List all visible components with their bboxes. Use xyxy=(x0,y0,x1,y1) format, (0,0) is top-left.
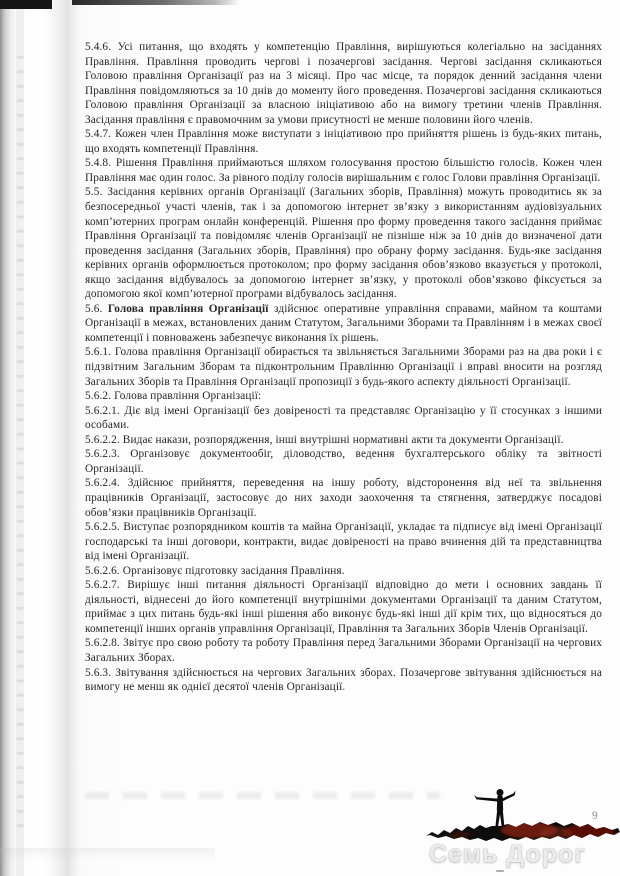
clause-number: 5.4.7. xyxy=(85,128,116,141)
clause-number: 5.6.2.4. xyxy=(85,477,128,490)
paragraph-5-6-2-8: 5.6.2.8. Звітує про свою роботу та роботу Правління перед Загальними Зборами Організації на чергових Загальних Зборах. xyxy=(85,637,602,664)
paragraph-5-4-6: 5.4.6. Усі питання, що входять у компетенцію Правління, вирішуються колегіально на засіданнях Правління. Правління проводить чергові і позачергові засідання. Чергові засідання скликаються Головою правління Організації раз на 3 місяці. Про час місце, та порядок денний засідання члени Правління повідомляються за 10 днів до моменту його проведення. Позачергові засідання скликаються Головою правління Організації за власною ініціативою або на вимогу третини членів Правління. Засідання правління є правомочним за умови присутності не менше половини його членів. xyxy=(85,41,602,126)
clause-number: 5.6. xyxy=(85,302,108,315)
paragraph-5-6-2-2: 5.6.2.2. Видає накази, розпорядження, інші внутрішні нормативні акти та документи Організації. xyxy=(85,433,564,446)
person-on-ridge-icon xyxy=(424,786,620,846)
clause-number: 5.6.2.3. xyxy=(85,448,131,461)
paragraph-5-6: 5.6. Голова правління Організації здійснює оперативне управління справами, майном та коштами Організації в межах, встановлених даним Статутом, Загальними Зборами та Правлінням і в межах своєї компетенції і повноважень забезпечує виконання їх рішень. xyxy=(85,302,602,344)
clause-number: 5.6.2.5. xyxy=(85,521,124,534)
clause-number: 5.6.2.8. xyxy=(85,637,124,650)
document-text xyxy=(85,40,602,695)
page-fold-shadow xyxy=(50,0,78,876)
page-number: 9 xyxy=(592,810,598,822)
watermark-logo xyxy=(424,786,620,876)
scan-top-dark-band xyxy=(0,0,52,9)
person-silhouette xyxy=(474,789,515,827)
paragraph-5-6-2-6: 5.6.2.6. Організовує підготовку засідання Правління. xyxy=(85,564,345,577)
paragraph-5-6-2-1: 5.6.2.1. Діє від імені Організації без довіреності та представляє Організацію у її стосунках з іншими особами. xyxy=(85,404,603,432)
paragraph-5-6-1: 5.6.1. Голова правління Організації обирається та звільняється Загальними Зборами раз на два роки і є підзвітним Загальним Зборам та підконтрольним Правлінню Організації і вправі вносити на розгляд Загальних Зборів та Правління Організації пропозиції з будь-якого аспекту діяльності Організації. xyxy=(85,346,602,388)
page-edge-ghost-marks xyxy=(17,48,24,828)
clause-number: 5.6.2.2. xyxy=(85,433,123,446)
clause-bold-title: Голова правління Організації xyxy=(107,302,275,315)
bleed-through-text-ghost xyxy=(85,792,440,799)
paragraph-5-6-2-5: 5.6.2.5. Виступає розпорядником коштів та майна Організації, укладає та підписує від імені Організації господарські та інші договори, контракти, видає довіреності на право вчинення дій та представництва від імені Організації. xyxy=(85,521,602,563)
clause-number: 5.6.2. xyxy=(85,390,115,403)
clause-number: 5.6.2.7. xyxy=(85,579,128,592)
page-left-edge xyxy=(0,0,16,876)
scan-bottom-smudge xyxy=(0,848,215,860)
paragraph-5-6-2-4: 5.6.2.4. Здійснює прийняття, переведення на іншу роботу, відсторонення від неї та звільнення працівників Організації, застосовує до них заходи заохочення та стягнення, затверджує посадові обов’язки працівників Організації. xyxy=(85,477,602,519)
paragraph-5-5: 5.5. Засідання керівних органів Організації (Загальних зборів, Правління) можуть проводитись як за безпосередньої участі членів, так і за допомогою інтернет зв’язку з використанням аудіовізуальних комп’ютерних програм онлайн конференцій. Рішення про форму проведення такого засідання приймає Правління Організації та повідомляє членів Організації не пізніше ніж за 10 днів до визначеної дати проведення засідання (Загальних зборів, Правління) про обрану форму засідання. Будь-яке засідання керівних органів оформлюється протоколом; про форму засідання обов’язково вказується у протоколі, якщо засідання відбувалось за допомогою інтернет зв’язку, у протоколі обов’язково фіксується за допомогою якої комп’ютерної програми відбувалось засідання. xyxy=(85,186,602,301)
paragraph-5-4-8: 5.4.8. Рішення Правління приймаються шляхом голосування простою більшістю голосів. Кожен член Правління має один голос. За рівного поділу голосів вирішальним є голос Голови правління Організації. xyxy=(85,157,602,184)
underlying-page-edge xyxy=(24,0,50,876)
clause-number: 5.6.3. xyxy=(85,666,116,679)
scan-top-dark-line xyxy=(72,0,240,5)
paragraph-5-6-2-3: 5.6.2.3. Організовує документообіг, діловодство, ведення бухгалтерського обліку та звітності Організації. xyxy=(85,448,603,475)
clause-number: 5.6.1. xyxy=(85,346,115,359)
paragraph-5-6-2: 5.6.2. Голова правління Організації: xyxy=(85,390,262,403)
logo-text: Семь Дорог xyxy=(429,840,586,868)
clause-number: 5.4.6. xyxy=(85,41,118,53)
clause-number: 5.6.2.1. xyxy=(85,404,125,417)
paragraph-5-4-7: 5.4.7. Кожен член Правління може виступати з ініціативою про прийняття рішень із будь-яких питань, що входять компетенції Правління. xyxy=(85,128,602,155)
clause-number: 5.5. xyxy=(85,186,108,199)
paragraph-5-6-2-7: 5.6.2.7. Вирішує інші питання діяльності Організації відповідно до мети і основних завдань її діяльності, віднесені до його компетенції внутрішніми документами Організації та даним Статутом, приймає з цих питань будь-які інші рішення або виконує будь-які інші дії крім тих, що відносяться до компетенції інших органів управління Організації, Правління та Загальних Зборів Членів Організації. xyxy=(85,579,602,635)
clause-number: 5.4.8. xyxy=(85,157,116,170)
clause-number: 5.6.2.6. xyxy=(85,564,123,577)
paragraph-5-6-3: 5.6.3. Звітування здійснюється на чергових Загальних зборах. Позачергове звітування здійснюється на вимогу не менш як однієї десятої членів Організації. xyxy=(85,666,602,694)
scan-speck xyxy=(496,870,504,872)
